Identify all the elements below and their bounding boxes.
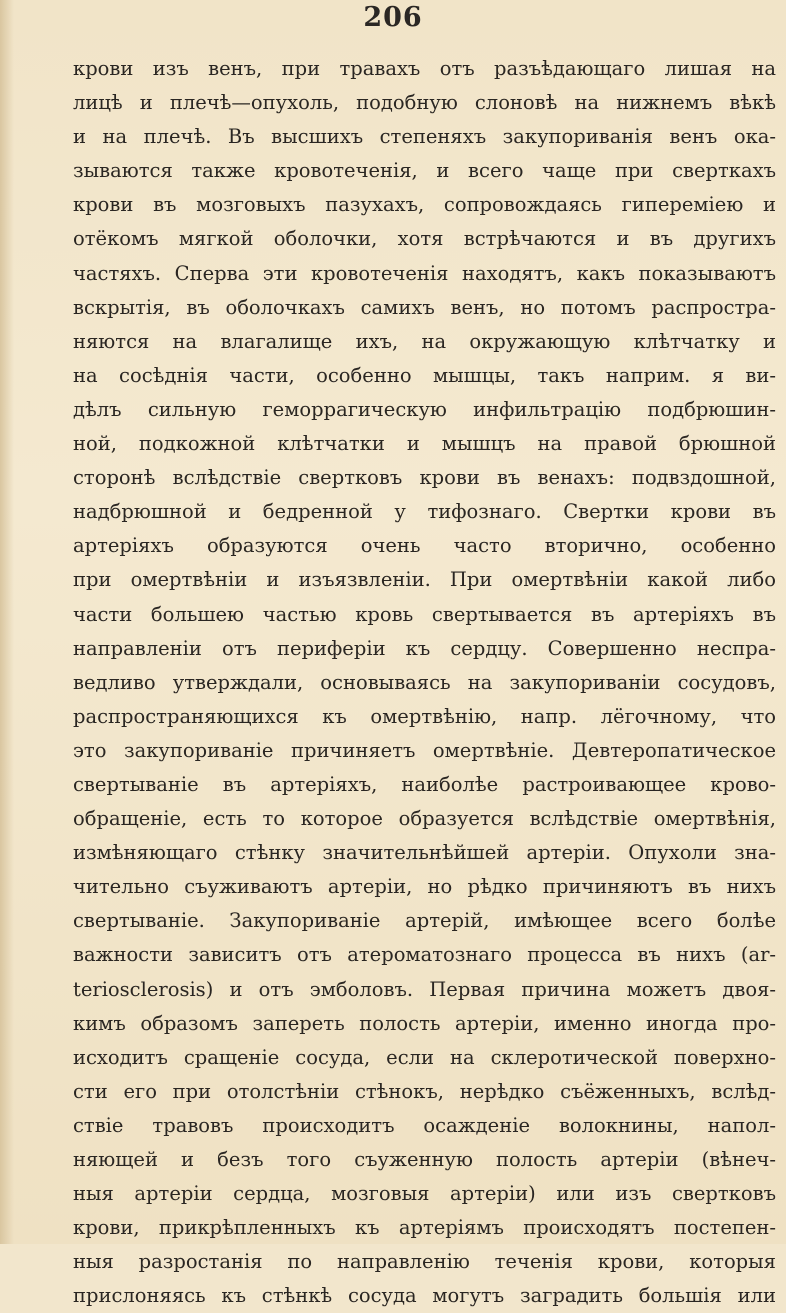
text-line: лицѣ и плечѣ—опухоль, подобную слоновѣ на нижнемъ вѣкѣ — [73, 91, 776, 115]
text-line: артеріяхъ образуются очень часто вторично, особенно — [73, 534, 776, 558]
text-line: измѣняющаго стѣнку значительнѣйшей артеріи. Опухоли зна- — [73, 841, 776, 865]
text-line: это закупориваніе причиняетъ омертвѣніе. Девтеропатическое — [73, 738, 776, 762]
text-line: teriosclerosis) и отъ эмболовъ. Первая причина можетъ двоя- — [73, 977, 776, 1001]
page-edge-shadow — [0, 0, 14, 1244]
text-line: вскрытія, въ оболочкахъ самихъ венъ, но потомъ распростра- — [73, 295, 776, 319]
text-line: и на плечѣ. Въ высшихъ степеняхъ закупориванія венъ ока- — [73, 125, 776, 149]
text-line: при омертвѣніи и изъязвленіи. При омертвѣніи какой либо — [73, 568, 776, 592]
text-line: дѣлъ сильную геморрагическую инфильтрацію подбрюшин- — [73, 397, 776, 421]
text-line: ведливо утверждали, основываясь на закупориваніи сосудовъ, — [73, 670, 776, 694]
text-line: ныя разростанія по направленію теченія крови, которыя — [73, 1250, 776, 1274]
text-line: ныя артеріи сердца, мозговыя артеріи) или изъ свертковъ — [73, 1182, 776, 1206]
text-line: важности зависитъ отъ атероматознаго процесса въ нихъ (ar- — [73, 943, 776, 967]
text-line: сти его при отолстѣніи стѣнокъ, нерѣдко съёженныхъ, вслѣд- — [73, 1079, 776, 1103]
text-line: сторонѣ вслѣдствіе свертковъ крови въ венахъ: подвздошной, — [73, 466, 776, 490]
text-line: частяхъ. Сперва эти кровотеченія находятъ, какъ показываютъ — [73, 261, 776, 285]
body-text — [73, 52, 776, 1313]
text-line: прислоняясь къ стѣнкѣ сосуда могутъ заградить большія или — [73, 1284, 776, 1308]
text-line: крови въ мозговыхъ пазухахъ, сопровождаясь гиперемiею и — [73, 193, 776, 217]
text-line: надбрюшной и бедренной у тифознаго. Свертки крови въ — [73, 500, 776, 524]
text-line: кимъ образомъ запереть полость артеріи, именно иногда про- — [73, 1011, 776, 1035]
text-line: направленіи отъ периферіи къ сердцу. Совершенно неспра- — [73, 636, 776, 660]
text-line: чительно съуживаютъ артеріи, но рѣдко причиняютъ въ нихъ — [73, 875, 776, 899]
text-line: отёкомъ мягкой оболочки, хотя встрѣчаются и въ другихъ — [73, 227, 776, 251]
text-line: свертываніе. Закупориваніе артерій, имѣющее всего болѣе — [73, 909, 776, 933]
text-line: зываются также кровотеченія, и всего чаще при сверткахъ — [73, 159, 776, 183]
text-line: крови изъ венъ, при травахъ отъ разъѣдающаго лишая на — [73, 57, 776, 80]
text-line: ной, подкожной клѣтчатки и мышцъ на правой брюшной — [73, 432, 776, 456]
text-line: части большею частью кровь свертывается въ артеріяхъ въ — [73, 602, 776, 626]
text-line: крови, прикрѣпленныхъ къ артеріямъ происходятъ постепен- — [73, 1216, 776, 1240]
text-line: исходитъ сращеніе сосуда, если на склеротической поверхно- — [73, 1045, 776, 1069]
page-number: 206 — [363, 2, 423, 33]
text-line: ствіе травовъ происходитъ осажденіе волокнины, напол- — [73, 1113, 776, 1137]
text-line: няются на влагалище ихъ, на окружающую клѣтчатку и — [73, 329, 776, 353]
text-line: свертываніе въ артеріяхъ, наиболѣе растроивающее крово- — [73, 772, 776, 796]
text-line: распространяющихся къ омертвѣнію, напр. лёгочному, что — [73, 704, 776, 728]
text-line: обращеніе, есть то которое образуется вслѣдствіе омертвѣнія, — [73, 807, 776, 831]
text-line: на сосѣднія части, особенно мышцы, такъ наприм. я ви- — [73, 363, 776, 387]
text-line: няющей и безъ того съуженную полость артеріи (вѣнеч- — [73, 1148, 776, 1171]
